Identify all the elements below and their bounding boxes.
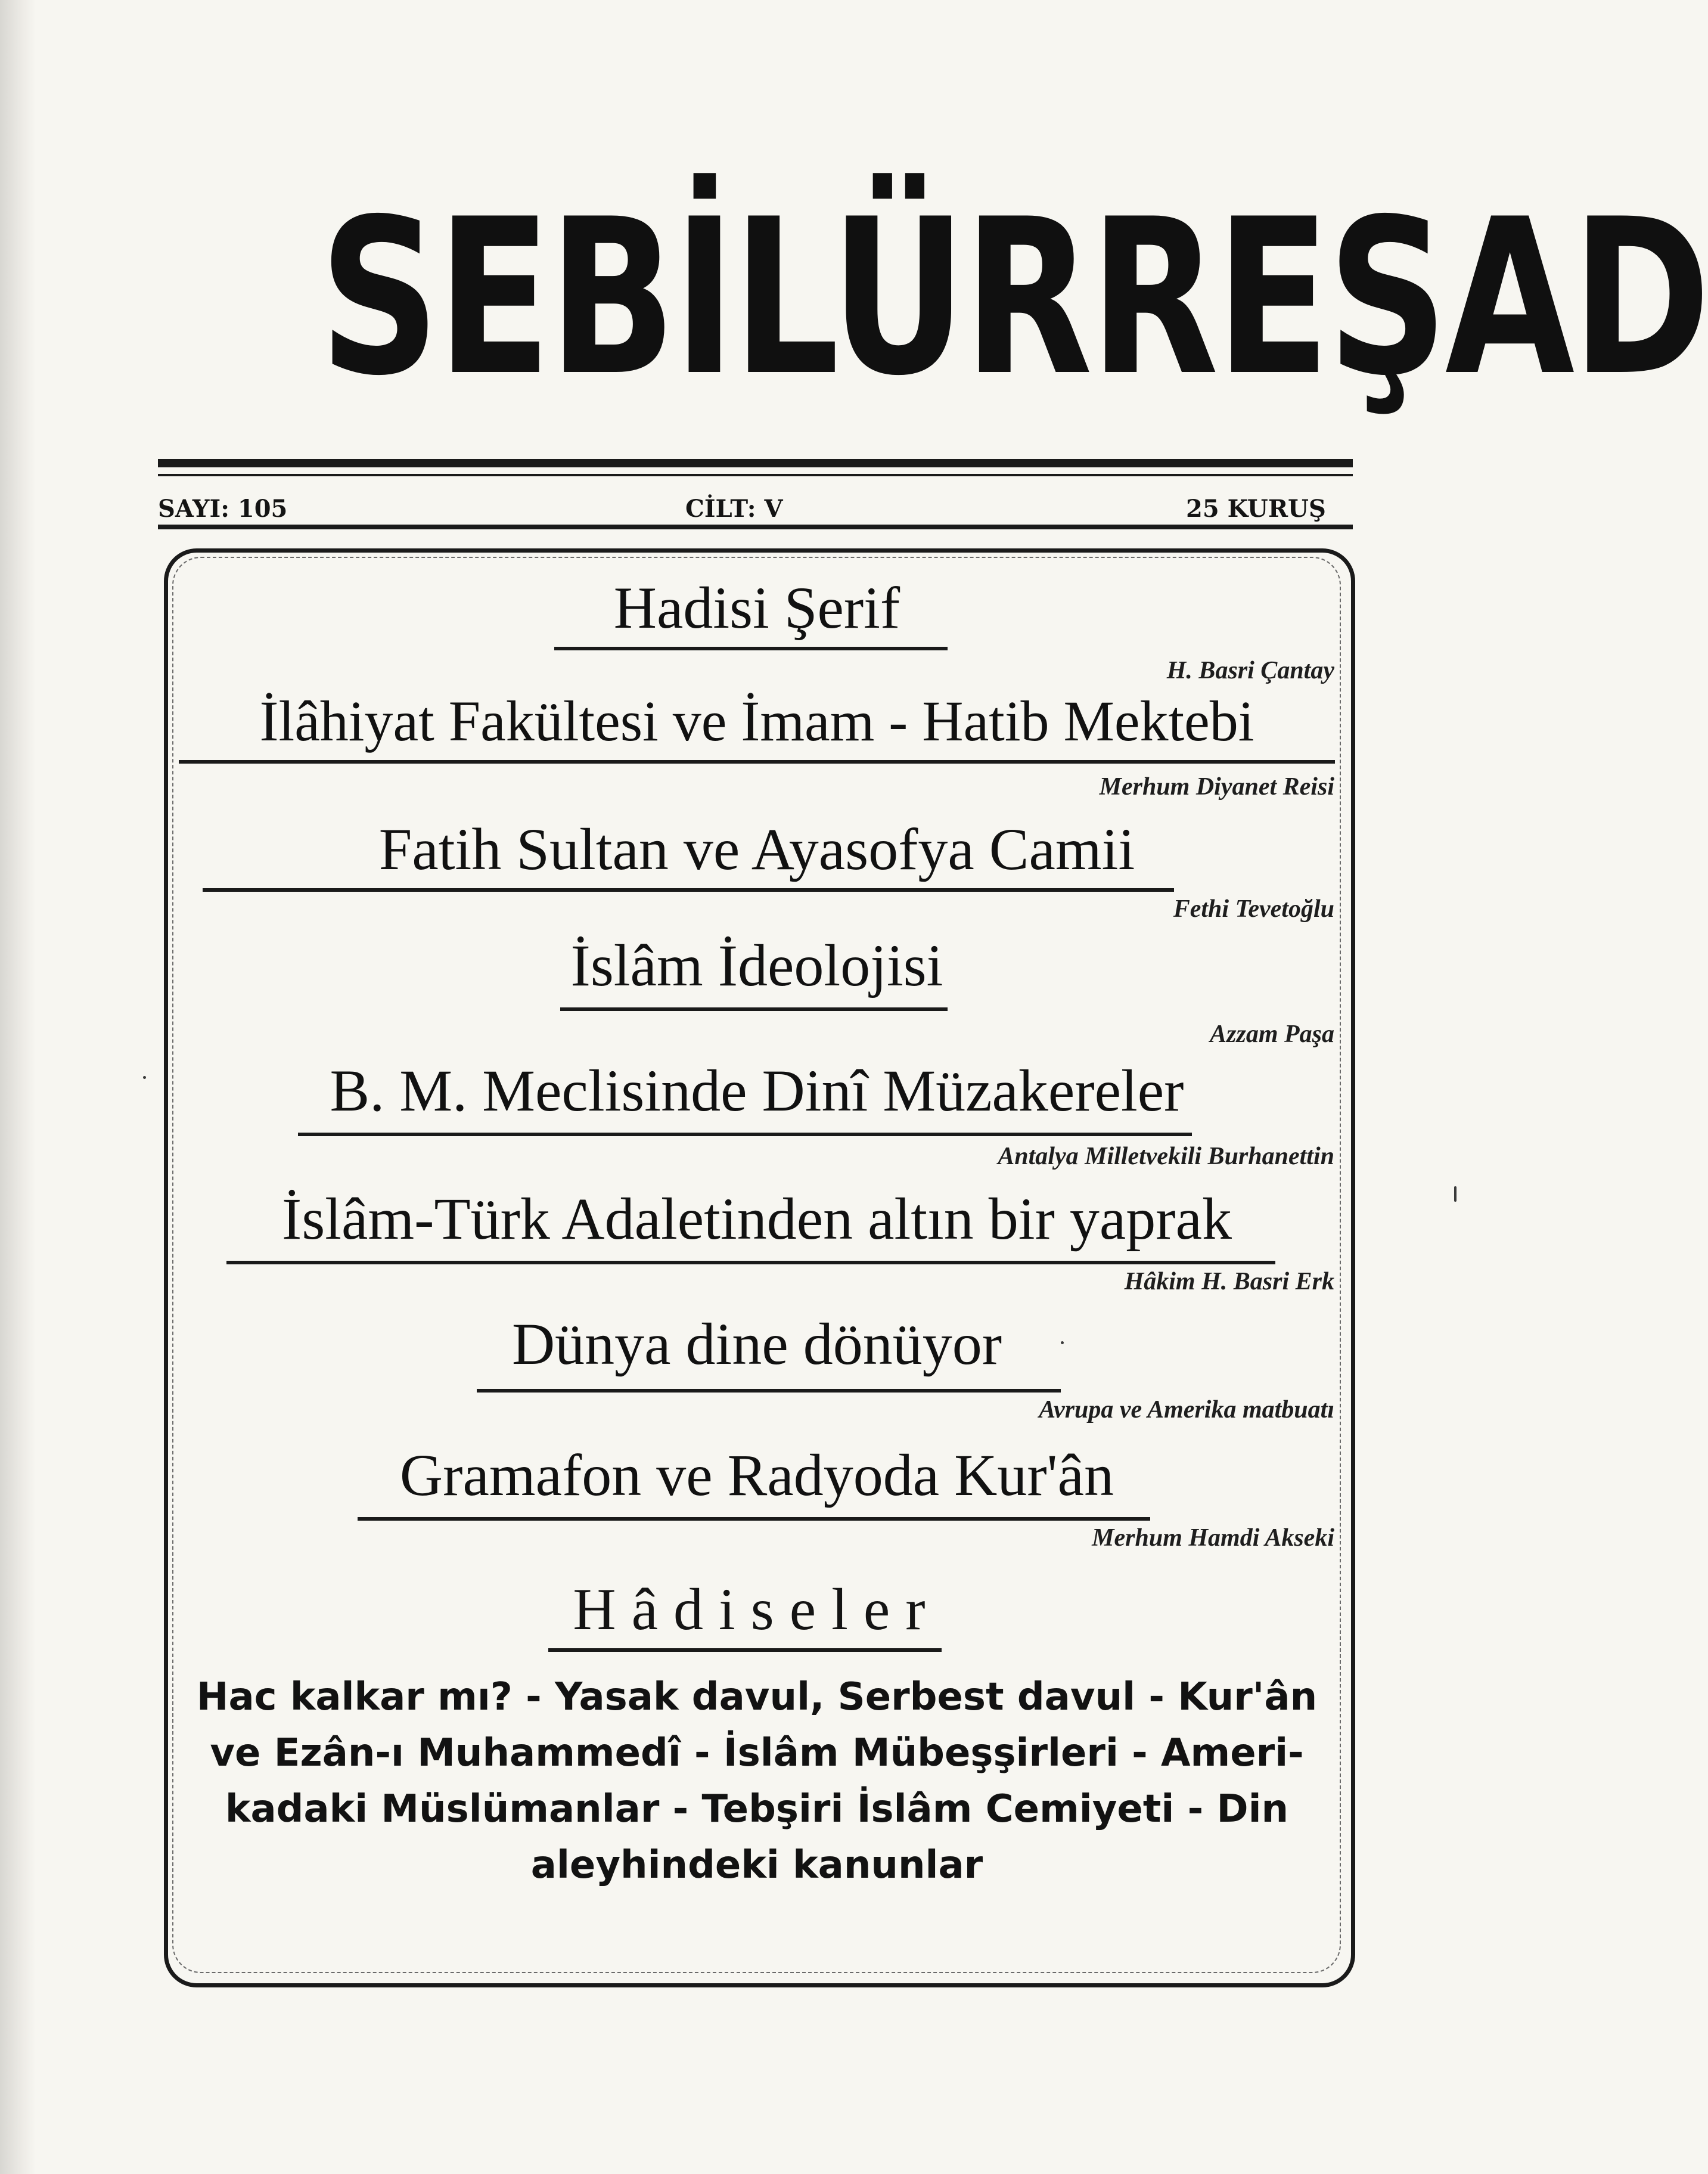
issue-number: SAYI: 105 <box>158 495 288 523</box>
issue-volume: CİLT: V <box>685 495 783 523</box>
contents-title-6: İslâm-Türk Adaletinden altın bir yaprak <box>282 1186 1232 1252</box>
contents-title-8: Gramafon ve Radyoda Kur'ân <box>399 1442 1114 1508</box>
contents-author-4: Azzam Paşa <box>1210 1021 1334 1048</box>
scan-speck <box>1061 1341 1064 1344</box>
contents-title-3: Fatih Sultan ve Ayasofya Camii <box>378 816 1135 882</box>
hadiseler-underline <box>548 1648 942 1652</box>
contents-author-5: Antalya Milletvekili Burhanettin <box>998 1143 1334 1170</box>
hadiseler-heading: Hâdiseler <box>573 1576 941 1642</box>
contents-author-1: H. Basri Çantay <box>1166 657 1334 684</box>
contents-underline-5 <box>298 1133 1192 1136</box>
contents-author-8: Merhum Hamdi Akseki <box>1092 1524 1334 1552</box>
hadiseler-line-1: Hac kalkar mı? - Yasak davul, Serbest davul - Kur'ân <box>196 1675 1318 1719</box>
contents-underline-2 <box>179 760 1335 764</box>
hadiseler-line-2: ve Ezân-ı Muhammedî - İslâm Mübeşşirleri - Ameri- <box>210 1731 1304 1775</box>
contents-title-5: B. M. Meclisinde Dinî Müzakereler <box>330 1057 1184 1124</box>
scan-speck <box>1454 1186 1457 1202</box>
contents-title-1: Hadisi Şerif <box>613 575 900 641</box>
masthead-rule-thin <box>158 474 1353 476</box>
contents-author-7: Avrupa ve Amerika matbuatı <box>1039 1396 1334 1424</box>
contents-underline-8 <box>358 1517 1150 1521</box>
scan-speck <box>143 1076 146 1079</box>
contents-title-4: İslâm İdeolojisi <box>570 932 943 998</box>
contents-underline-1 <box>554 647 948 650</box>
masthead-rule-top <box>158 459 1353 467</box>
contents-author-6: Hâkim H. Basri Erk <box>1124 1268 1334 1295</box>
hadiseler-line-3: kadaki Müslümanlar - Tebşiri İslâm Cemiyeti - Din <box>225 1787 1289 1831</box>
scan-edge-shadow <box>0 0 36 2174</box>
hadiseler-line-4: aleyhindeki kanunlar <box>530 1843 983 1887</box>
masthead-title: SEBİLÜRREŞAD <box>319 173 1708 423</box>
contents-underline-6 <box>226 1261 1275 1264</box>
issue-price: 25 KURUŞ <box>1186 495 1326 523</box>
contents-title-2: İlâhiyat Fakültesi ve İmam - Hatib Mektebi <box>259 689 1254 753</box>
contents-underline-4 <box>560 1007 948 1011</box>
contents-author-2: Merhum Diyanet Reisi <box>1099 773 1334 801</box>
contents-underline-7 <box>477 1389 1061 1393</box>
contents-title-7: Dünya dine dönüyor <box>511 1311 1002 1377</box>
contents-underline-3 <box>203 888 1174 892</box>
contents-author-3: Fethi Tevetoğlu <box>1173 895 1334 923</box>
meta-rule-bottom <box>158 525 1353 529</box>
hadiseler-list <box>179 1669 1335 1893</box>
